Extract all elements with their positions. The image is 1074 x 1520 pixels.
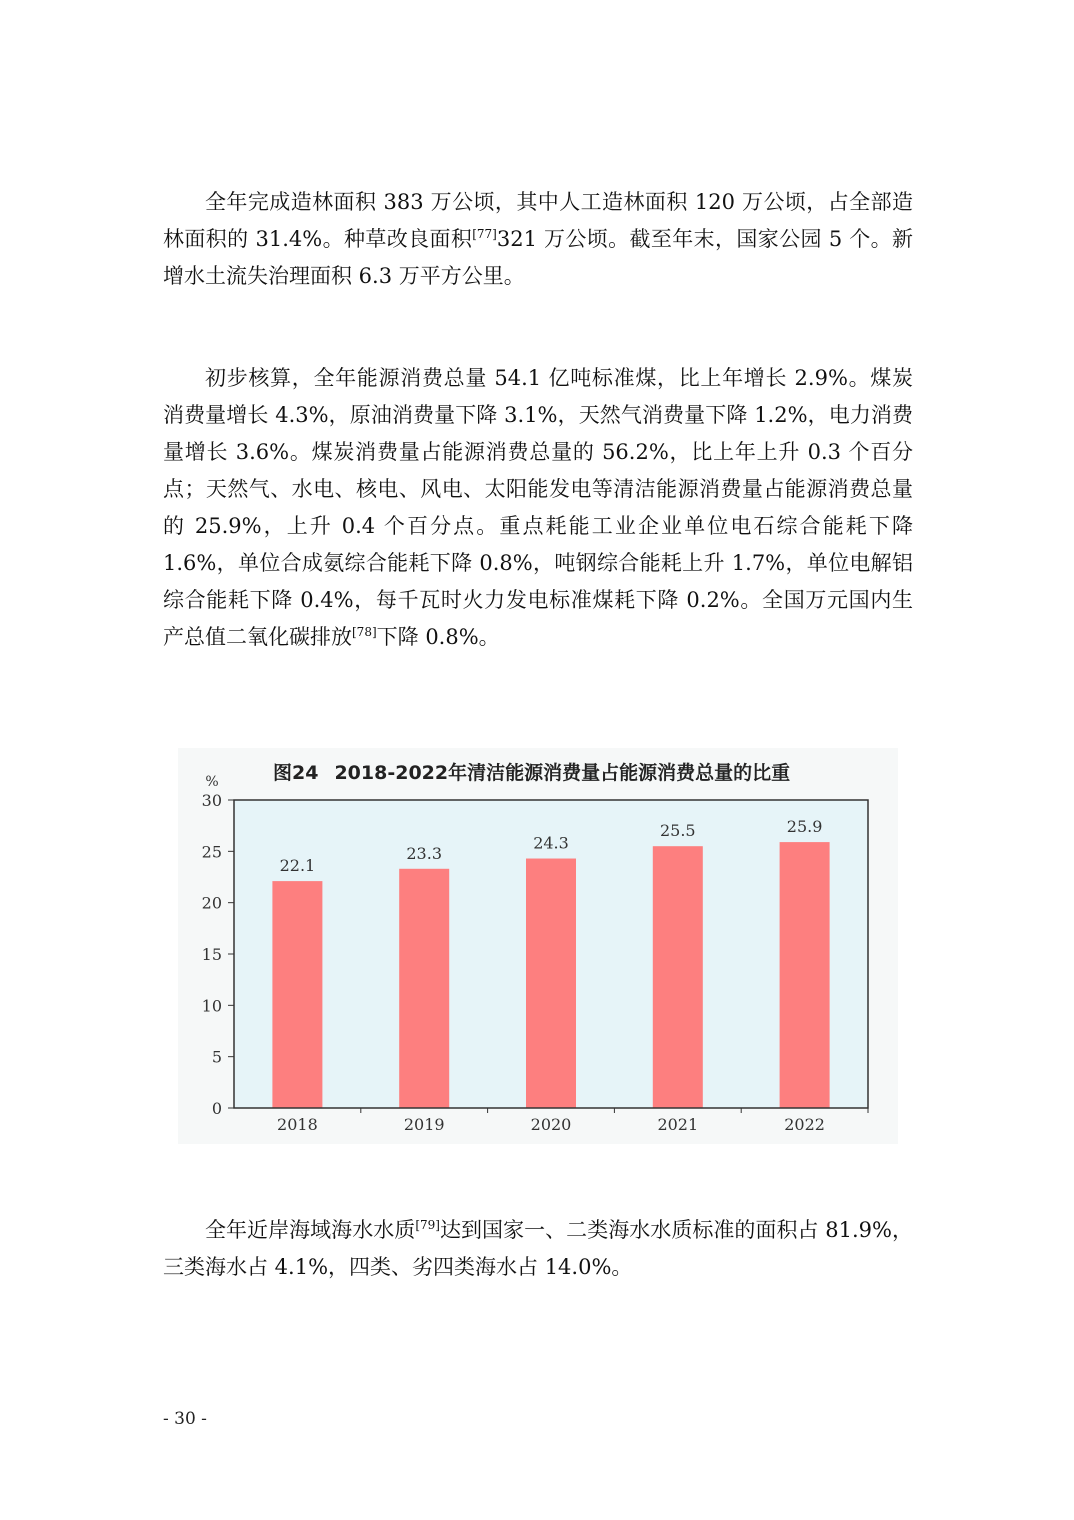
- x-tick-label: 2021: [657, 1115, 699, 1134]
- paragraph-text: 下降 0.8%。: [376, 625, 500, 649]
- y-axis-unit: %: [205, 774, 219, 790]
- paragraph-text: 全年完成造林面积 383 万公顷，其中人工造林面积 120 万公顷，占全部造林面积的 31.4%。种草改良面积: [163, 190, 913, 251]
- y-tick-label: 15: [201, 945, 222, 964]
- x-tick-label: 2020: [530, 1115, 572, 1134]
- paragraph-forestation: [163, 184, 913, 295]
- figure-number: 图24: [273, 762, 319, 784]
- data-label: 25.5: [659, 821, 696, 841]
- paragraph-energy: [163, 360, 913, 656]
- footnote-ref[interactable]: [77]: [472, 227, 497, 241]
- page-number: - 30 -: [163, 1409, 207, 1429]
- data-label: 22.1: [279, 856, 316, 876]
- x-tick-label: 2022: [784, 1115, 825, 1134]
- paragraph-text: 全年近岸海域海水水质: [205, 1218, 416, 1242]
- footnote-ref[interactable]: [78]: [352, 625, 377, 639]
- paragraph-text: 达到国家一、二类海水水质标准的面积占 81.9%，三类海水占 4.1%，四类、劣四类海水占 14.0%。: [163, 1218, 913, 1279]
- bar: [653, 846, 703, 1108]
- y-tick-label: 20: [201, 893, 222, 913]
- y-tick-label: 5: [211, 1047, 222, 1067]
- data-label: 24.3: [533, 833, 569, 853]
- x-tick-label: 2018: [277, 1115, 318, 1134]
- paragraph-text: 321 万公顷。截至年末，国家公园 5 个。新增水土流失治理面积 6.3 万平方公里。: [163, 227, 914, 288]
- data-label: 25.9: [786, 817, 823, 837]
- bar: [399, 869, 449, 1108]
- y-tick-label: 10: [201, 996, 222, 1016]
- bar: [272, 881, 322, 1108]
- y-tick-label: 0: [211, 1099, 222, 1118]
- x-tick-label: 2019: [403, 1115, 445, 1134]
- bar: [780, 842, 830, 1108]
- paragraph-sea-water: [163, 1212, 913, 1286]
- data-label: 23.3: [406, 843, 443, 863]
- figure-clean-energy-chart: [178, 748, 898, 1144]
- y-tick-label: 25: [201, 842, 222, 862]
- bar: [526, 859, 576, 1108]
- figure-title-text: 2018-2022年清洁能源消费量占能源消费总量的比重: [334, 762, 791, 784]
- y-tick-label: 30: [201, 791, 222, 810]
- bar-chart: [178, 748, 898, 1144]
- footnote-ref[interactable]: [79]: [415, 1218, 440, 1232]
- paragraph-text: 初步核算，全年能源消费总量 54.1 亿吨标准煤，比上年增长 2.9%。煤炭消费量增长 4.3%，原油消费量下降 3.1%，天然气消费量下降 1.2%，电力消费量增长 3.6%。煤炭消费量占能源消费总量的 56.2%，比上年上升 0.3 个百分点；天然气、水电、核电、风电、太阳能发电等清洁能源消费量占能源消费总量的 25.9%，上升 0.4 个百分点。重点耗能工业企业单位电石综合能耗下降 1.6%，单位合成氨综合能耗下降 0.8%，吨钢综合能耗上升 1.7%，单位电解铝综合能耗下降 0.4%，每千瓦时火力发电标准煤耗下降 0.2%。全国万元国内生产总值二氧化碳排放: [163, 366, 913, 649]
